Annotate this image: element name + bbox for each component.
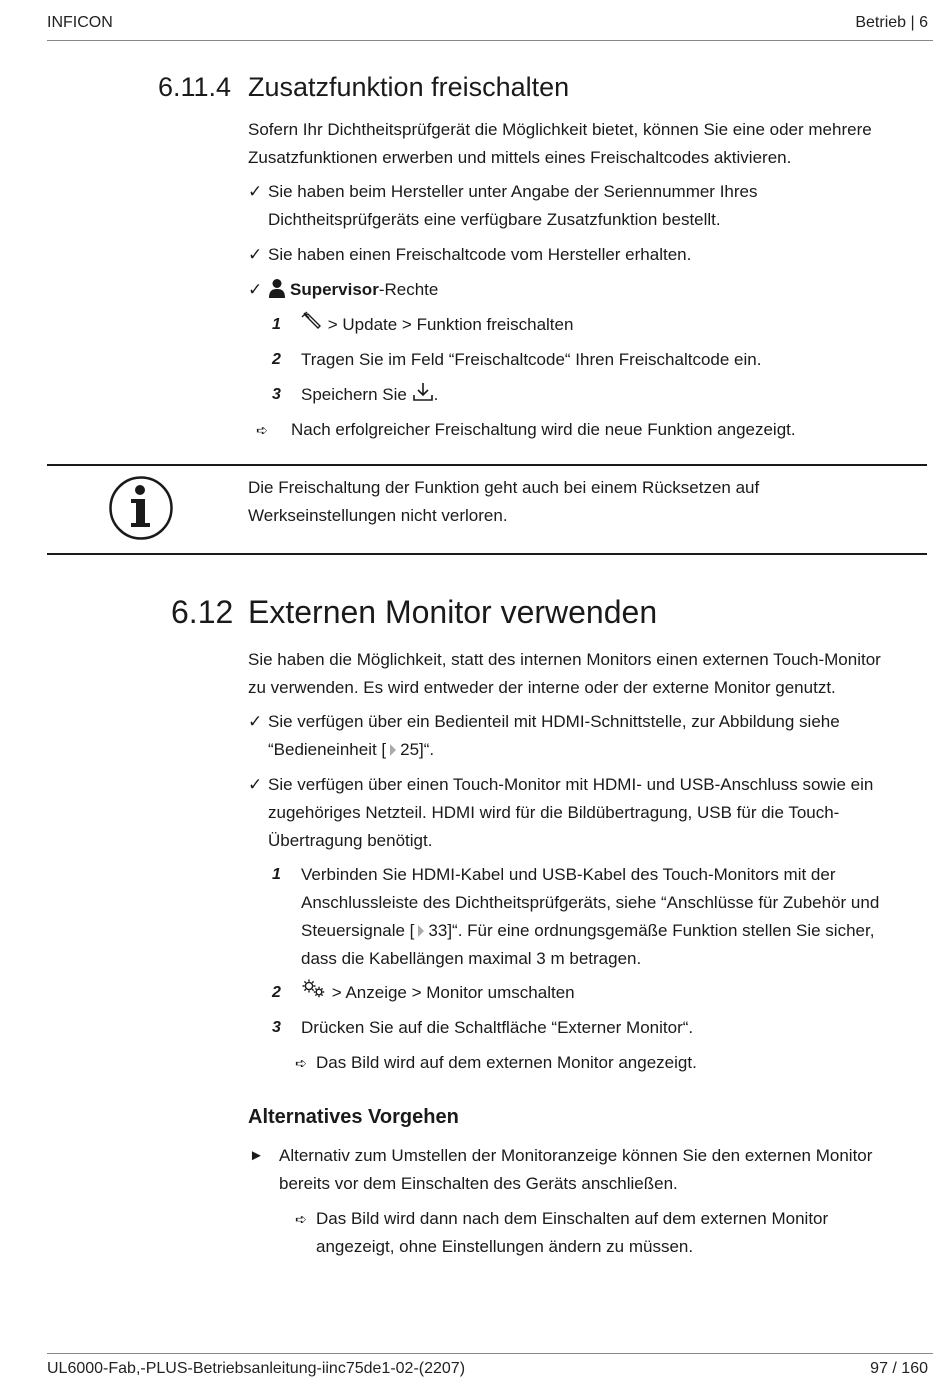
header-section: Betrieb | 6 [855,14,928,31]
user-icon [268,278,286,298]
header-divider [47,40,933,41]
result-text: Das Bild wird dann nach dem Einschalten auf dem externen Monitor angezeigt, ohne Einstellungen ändern zu müssen. [316,1209,829,1256]
note-bottom-rule [47,553,927,555]
link-arrow-icon [418,925,424,937]
step-number: 1 [272,866,281,883]
check-icon: ✓ [248,182,263,201]
bullet-icon: ► [249,1147,264,1164]
result-arrow-icon: ➪ [295,1055,307,1071]
check-icon: ✓ [248,245,263,264]
result-text: Nach erfolgreicher Freischaltung wird die neue Funktion angezeigt. [291,420,796,439]
result-text: Das Bild wird auf dem externen Monitor angezeigt. [316,1053,697,1072]
footer-document: UL6000-Fab,-PLUS-Betriebsanleitung-iinc75de1-02-(2207) [47,1360,466,1377]
section-title: Zusatzfunktion freischalten [248,72,570,102]
intro-paragraph: Sofern Ihr Dichtheitsprüfgerät die Möglichkeit bietet, können Sie eine oder mehrere Zusatzfunktionen erwerben und mittels eines Freischaltcodes aktivieren. [248,120,872,167]
prerequisite-item: Supervisor-Rechte [268,276,438,304]
gear-icon [301,978,327,1000]
step-item: Speichern Sie . [301,381,438,409]
subsection-title: Alternatives Vorgehen [248,1106,459,1128]
footer-divider [47,1353,933,1354]
step-item: Verbinden Sie HDMI-Kabel und USB-Kabel des Touch-Monitors mit der Anschlussleiste des Dichtheitsprüfgeräts, siehe “Anschlüsse für Zubehör und Steuersignale [ 33]“. Für eine ordnungsgemäße Funktion stellen Sie sicher, dass die Kabellängen maximal 3 m betragen. [301,865,880,968]
header-brand: INFICON [47,14,113,31]
step-number: 2 [272,351,281,368]
info-icon [108,475,174,541]
step-number: 1 [272,316,281,333]
check-icon: ✓ [248,712,263,731]
link-arrow-icon [390,744,396,756]
footer-page-number: 97 / 160 [870,1360,928,1377]
prerequisite-item: Sie verfügen über einen Touch-Monitor mit HDMI- und USB-Anschluss sowie ein zugehöriges Netzteil. HDMI wird für die Bildübertragung, USB für die Touch- Übertragung benötigt. [268,775,874,850]
step-number: 3 [272,386,281,403]
step-item: Drücken Sie auf die Schaltfläche “Externer Monitor“. [301,1018,694,1037]
section-title: Externen Monitor verwenden [248,594,658,630]
prerequisite-item: Sie haben einen Freischaltcode vom Hersteller erhalten. [268,245,692,264]
step-item: > Update > Funktion freischalten [301,311,573,339]
result-arrow-icon: ➪ [295,1211,307,1227]
note-text: Die Freischaltung der Funktion geht auch bei einem Rücksetzen auf Werkseinstellungen nicht verloren. [248,478,760,525]
wrench-icon [301,311,323,331]
download-icon [412,381,434,403]
instruction-item: Alternativ zum Umstellen der Monitoranzeige können Sie den externen Monitor bereits vor dem Einschalten des Geräts anschließen. [279,1146,873,1193]
step-number: 3 [272,1019,281,1036]
prerequisite-item: Sie verfügen über ein Bedienteil mit HDMI-Schnittstelle, zur Abbildung siehe “Bedieneinheit [ 25]“. [268,712,840,759]
intro-paragraph: Sie haben die Möglichkeit, statt des internen Monitors einen externen Touch-Monitor zu verwenden. Es wird entweder der interne oder der externe Monitor genutzt. [248,650,881,697]
note-top-rule [47,464,927,466]
result-arrow-icon: ➪ [256,422,268,438]
step-item: Tragen Sie im Feld “Freischaltcode“ Ihren Freischaltcode ein. [301,350,762,369]
section-number: 6.12 [171,594,234,630]
section-number: 6.11.4 [158,72,232,102]
step-number: 2 [272,984,281,1001]
check-icon: ✓ [248,280,263,299]
check-icon: ✓ [248,775,263,794]
prerequisite-item: Sie haben beim Hersteller unter Angabe der Seriennummer Ihres Dichtheitsprüfgeräts eine verfügbare Zusatzfunktion bestellt. [268,182,758,229]
step-item: > Anzeige > Monitor umschalten [301,979,575,1007]
